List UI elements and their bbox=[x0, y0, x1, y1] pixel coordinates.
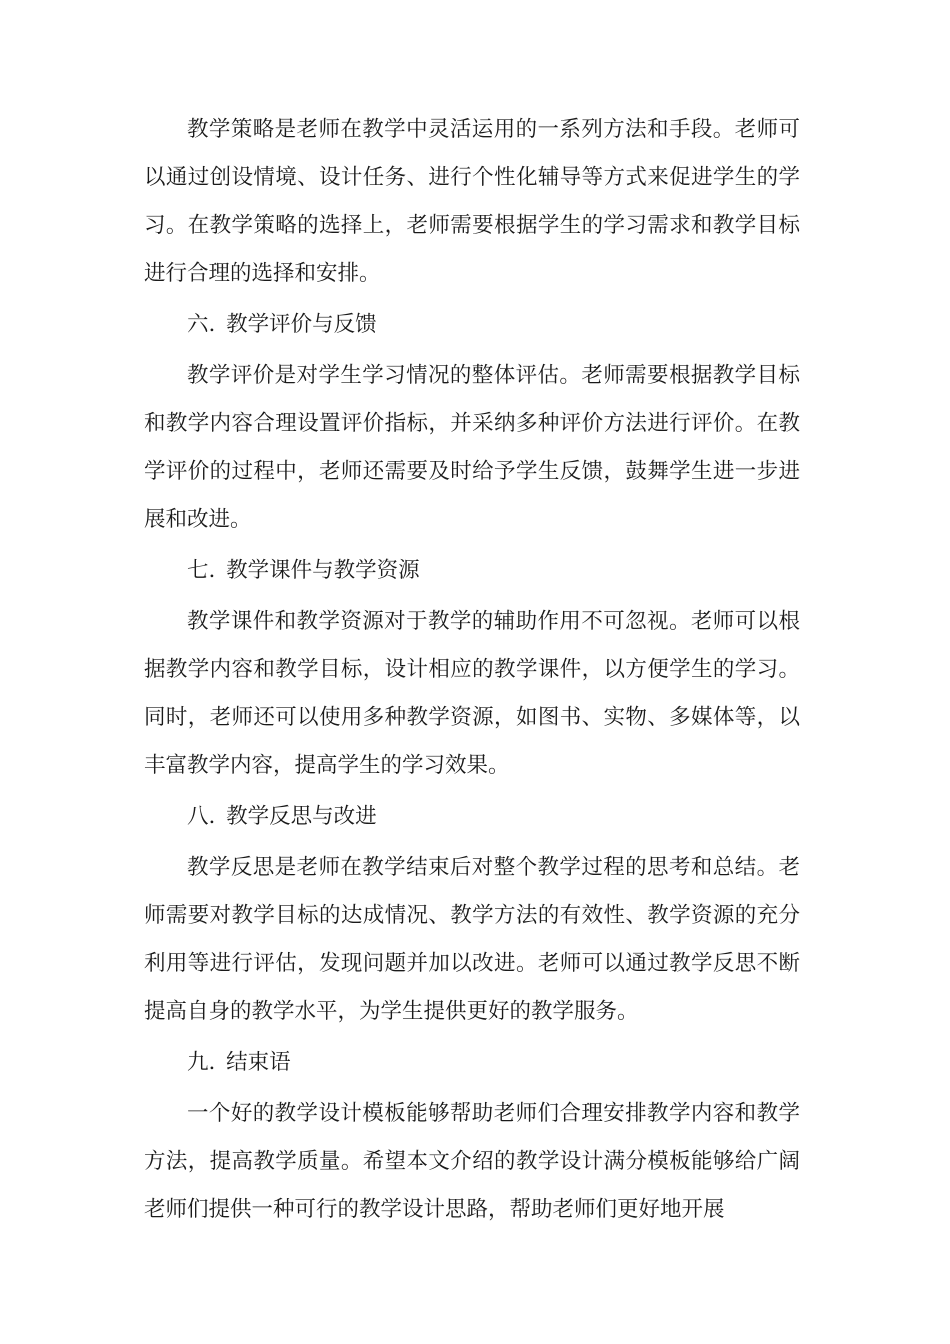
strategy-paragraph: 教学策略是老师在教学中灵活运用的一系列方法和手段。老师可以通过创设情境、设计任务、进行个性化辅导等方式来促进学生的学习。在教学策略的选择上，老师需要根据学生的学习需求和教学目标进行合理的选择和安排。 bbox=[144, 117, 800, 286]
section-six-heading bbox=[144, 298, 800, 352]
section-six-number: 六. bbox=[187, 312, 216, 337]
section-nine-number: 九. bbox=[187, 1050, 216, 1075]
section-eight-number: 八. bbox=[187, 804, 216, 829]
section-seven-number: 七. bbox=[187, 558, 216, 583]
section-eight-heading bbox=[144, 790, 800, 844]
section-nine-paragraph: 一个好的教学设计模板能够帮助老师们合理安排教学内容和教学方法，提高教学质量。希望本文介绍的教学设计满分模板能够给广阔老师们提供一种可行的教学设计思路，帮助老师们更好地开展 bbox=[144, 1101, 800, 1222]
section-six-paragraph: 教学评价是对学生学习情况的整体评估。老师需要根据教学目标和教学内容合理设置评价指标，并采纳多种评价方法进行评价。在教学评价的过程中，老师还需要及时给予学生反馈，鼓舞学生进一步进展和改进。 bbox=[144, 363, 800, 532]
section-six-title: 教学评价与反馈 bbox=[226, 312, 377, 337]
section-nine-title: 结束语 bbox=[226, 1050, 291, 1075]
section-seven-heading bbox=[144, 544, 800, 598]
section-seven-paragraph: 教学课件和教学资源对于教学的辅助作用不可忽视。老师可以根据教学内容和教学目标，设计相应的教学课件，以方便学生的学习。同时，老师还可以使用多种教学资源，如图书、实物、多媒体等，以丰富教学内容，提高学生的学习效果。 bbox=[144, 609, 800, 778]
section-nine-heading bbox=[144, 1036, 800, 1090]
section-eight-title: 教学反思与改进 bbox=[226, 804, 377, 829]
document-body bbox=[144, 106, 800, 1234]
section-eight-paragraph: 教学反思是老师在教学结束后对整个教学过程的思考和总结。老师需要对教学目标的达成情况、教学方法的有效性、教学资源的充分利用等进行评估，发现问题并加以改进。老师可以通过教学反思不断提高自身的教学水平，为学生提供更好的教学服务。 bbox=[144, 855, 800, 1024]
section-seven-title: 教学课件与教学资源 bbox=[226, 558, 420, 583]
